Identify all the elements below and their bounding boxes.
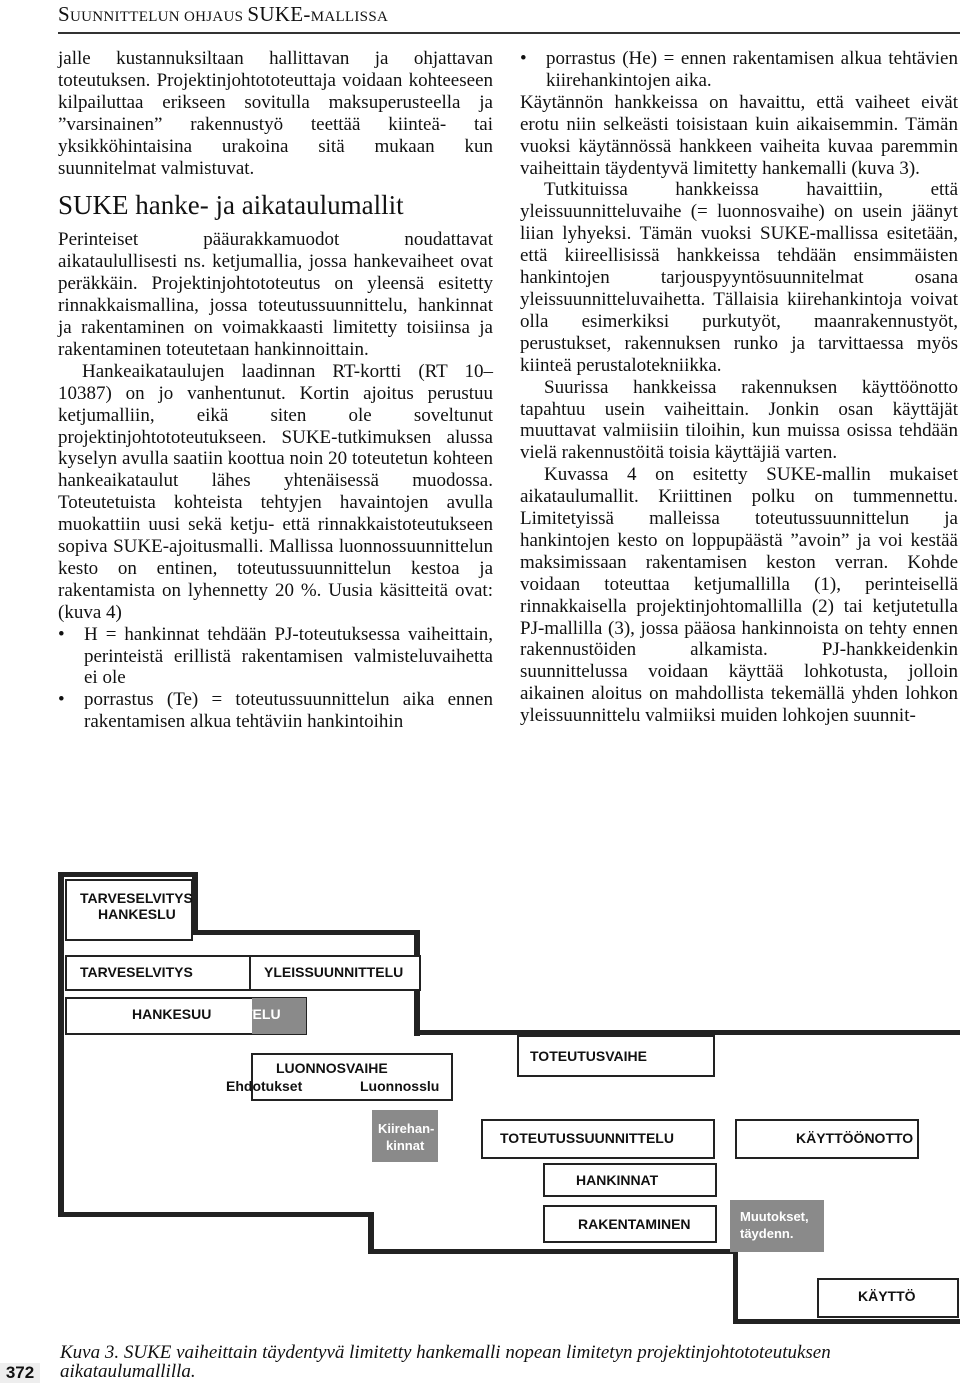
label-kaytto: KÄYTTÖ [858, 1288, 916, 1304]
label-muutokset: Muutokset, täydenn. [740, 1209, 809, 1241]
paragraph: Kuvassa 4 on esitetty SUKE-mallin mukaiset aikataulumallit. Kriittinen polku on tummennettu. Limitetyissä malleissa toteutussuunnittelun ja hankintojen kesto on loppupäästä ”avoin” ja voi kestää maksimissaan rakentamisen keston verran. Kohde voidaan toteuttaa ketjumallilla (1), perinteisellä rinnakkaisella projektinjohtomallilla (2) tai ketjutetulla PJ-mallilla (3), jossa pääosa hankinnoista on tehty ennen rakennustöiden alkamista. PJ-hankkeidenkin suunnittelussa voidaan käyttää lohkotusta, jolloin aikainen aloitus on mahdollista tekemällä yhden lohkon yleissuunnittelu valmiiksi muiden lohkojen suunnit- [520, 464, 958, 727]
label-ehdotukset: Ehdotukset [226, 1078, 303, 1094]
label-toteutusvaihe: TOTEUTUSVAIHE [530, 1048, 647, 1064]
label-tarveselvitys-hankeslu [80, 890, 193, 922]
label-kiirehankinnat: Kiirehan- kinnat [378, 1121, 435, 1153]
running-header: SUUNNITTELUN OHJAUS SUKE-MALLISSA [58, 2, 389, 26]
shadow-edge [733, 1249, 738, 1324]
page-number: 372 [0, 1363, 40, 1383]
paragraph: Käytännön hankkeissa on havaittu, että vaiheet eivät erotu niin selkeästi toisistaan kuin aikaisemmin. Tämän vuoksi käytännössä hankkeen vaiheita kuvaa paremmin vaiheittain täydentyvä limitetty hankemalli (kuva 3). [520, 91, 958, 179]
header-rule [58, 32, 960, 34]
shadow-edge [414, 1030, 960, 1035]
list-item: • porrastus (He) = ennen rakentamisen alkua tehtävien kiirehankintojen aika. [520, 48, 958, 92]
shadow-edge [368, 1212, 374, 1254]
label-yleissuunnittelu: YLEISSUUNNITTELU [264, 964, 404, 980]
figure-phase-diagram [58, 872, 960, 1324]
left-column [58, 48, 493, 733]
shadow-edge [192, 930, 420, 935]
figure-caption: Kuva 3. SUKE vaiheittain täydentyvä limitetty hankemalli nopean limitetyn projektinjohtototeutuksen aikataulumallilla. [60, 1342, 831, 1382]
label-line: HANKESLU [98, 906, 176, 922]
bullet-list [58, 624, 493, 734]
paragraph: jalle kustannuksiltaan hallittavan ja ohjattavan toteutuksen. Projektinjohtototeuttaja voidaan kohteeseen kilpailuttaa erikseen sovitulla maksuperusteella ja ”varsinainen” rakennustyö teettää kiinteä- tai yksikköhintaisina urakoina sitä mukaan kun suunnitelmat valmistuvat. [58, 48, 493, 179]
label-luonnossl: Luonnosslu [360, 1078, 440, 1094]
shadow-edge [733, 1319, 960, 1324]
label-rakentaminen: RAKENTAMINEN [578, 1216, 691, 1232]
shadow-edge [58, 872, 64, 1217]
section-heading: SUKE hanke- ja aikataulumallit [58, 190, 404, 221]
bullet-list [520, 48, 958, 92]
paragraph: Tutkituissa hankkeissa havaittiin, että yleissuunnitteluvaihe (= luonnosvaihe) on usein jäänyt liian lyhyeksi. Tämän vuoksi SUKE-mallissa esitetään, että kiireellisissä hankkeissa tehdään ensimmäisten hankintojen tarjouspyyntösuunnitelmat osana yleissuunnitteluvaihetta. Tällaisia kiirehankintoja voivat olla esimerkiksi purkutyöt, maanrakennustyöt, perustukset, rakennuksen runko ja tarvittaessa myös kiinteä perustalotekniikka. [520, 179, 958, 376]
phase-diagram-frame [58, 872, 960, 1324]
label-luonnosvaihe: LUONNOSVAIHE [276, 1060, 388, 1076]
list-item: • H = hankinnat tehdään PJ-toteutuksessa vaiheittain, perinteistä erillistä rakentamisen valmisteluvaihetta ei ole [58, 624, 493, 690]
paragraph: Perinteiset pääurakkamuodot noudattavat aikataulullisesti ns. ketjumallia, jossa hankevaiheet ovat peräkkäin. Projektinjohtototeutus on yleensä esitetty rinnakkaismallina, jossa toteutussuunnittelu, hankinnat ja rakentaminen on voimakkaasti limitetty toisiinsa ja rakentaminen toteutetaan hankinnoittain. [58, 229, 493, 360]
list-item: • porrastus (Te) = toteutussuunnittelun aika ennen rakentamisen alkua tehtäviin hankintoihin [58, 689, 493, 733]
label-kayttoonotto: KÄYTTÖÖNOTTO [796, 1130, 914, 1146]
shadow-edge [58, 872, 198, 877]
label-tarveselvitys: TARVESELVITYS [80, 964, 193, 980]
label-hankinnat: HANKINNAT [576, 1172, 659, 1188]
paragraph: Hankeaikataulujen laadinnan RT-kortti (RT 10–10387) on jo vanhentunut. Kortin ajoitus perustuu ketjumalliin, eikä siten ole soveltunut projektinjohtototeutukseen. SUKE-tutkimuksen alussa kyselyn avulla saatiin koottua noin 20 toteutetun kohteen hankeaikataulut lähes yhtenäisessä muodossa. Toteutetuista kohteista tehtyjen havaintojen avulla muokattiin uusi sekä ketju- että rinnakkaistoteutukseen sopiva SUKE-ajoitusmalli. Mallissa luonnossuunnittelun kesto on entinen, toteutussuunnittelun kestoa ja rakentamista on lyhennetty 20 %. Uusia käsitteitä ovat: (kuva 4) [58, 360, 493, 623]
label-line: TARVESELVITYS [80, 890, 193, 906]
shadow-edge [368, 1249, 738, 1254]
label-hankesuunnittelu: HANKESUUNNITTELU [132, 1006, 281, 1022]
label-toteutussuunnittelu: TOTEUTUSSUUNNITTELU [500, 1130, 674, 1146]
right-column [520, 48, 958, 727]
paragraph: Suurissa hankkeissa rakennuksen käyttöönotto tapahtuu usein vaiheittain. Jonkin osan käyttäjät muuttavat valmiisiin tiloihin, kun muissa osissa tehdään vielä rakennustöitä toisia käyttäjiä varten. [520, 376, 958, 464]
shadow-edge [58, 1212, 374, 1217]
